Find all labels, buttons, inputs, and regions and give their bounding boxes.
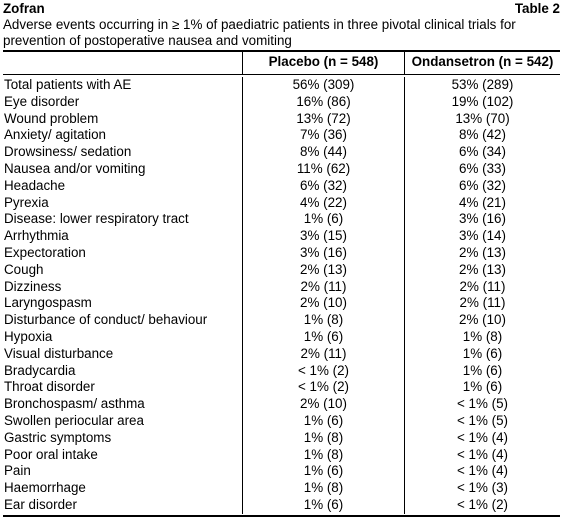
cell-placebo: 2% (11) [242, 346, 404, 363]
table-row [3, 262, 560, 279]
table-row [3, 195, 560, 212]
table-row [3, 228, 560, 245]
cell-ondansetron: < 1% (3) [404, 480, 560, 497]
cell-placebo: < 1% (2) [242, 379, 404, 396]
table-row [3, 178, 560, 195]
table-header-row [3, 52, 560, 75]
cell-event: Total patients with AE [4, 77, 132, 92]
cell-placebo: 8% (44) [242, 144, 404, 161]
table-body [3, 75, 560, 515]
cell-event: Arrhythmia [4, 228, 69, 244]
cell-placebo: 1% (6) [242, 497, 404, 514]
caption-line-1: Adverse events occurring in ≥ 1% of paediatric patients in three pivotal clinical trials for [3, 17, 516, 32]
table-row [3, 396, 560, 413]
cell-placebo: 2% (13) [242, 262, 404, 279]
cell-placebo: 1% (8) [242, 480, 404, 497]
table-row [3, 211, 560, 228]
table-row [3, 447, 560, 464]
table-row [3, 329, 560, 346]
cell-placebo: 1% (8) [242, 430, 404, 447]
cell-placebo: 1% (8) [242, 447, 404, 464]
cell-event: Nausea and/or vomiting [4, 160, 146, 176]
table-row [3, 413, 560, 430]
cell-ondansetron: 1% (6) [404, 379, 560, 396]
cell-event: Wound problem [4, 110, 99, 126]
cell-placebo: 13% (72) [242, 111, 404, 128]
cell-ondansetron: 6% (34) [404, 144, 560, 161]
cell-placebo: 2% (10) [242, 396, 404, 413]
table-row [3, 77, 560, 94]
cell-placebo: 1% (8) [242, 312, 404, 329]
cell-event: Bradycardia [4, 362, 76, 378]
cell-placebo: 1% (6) [242, 463, 404, 480]
cell-event: Haemorrhage [4, 480, 86, 496]
cell-ondansetron: < 1% (4) [404, 447, 560, 464]
drug-name: Zofran [3, 1, 45, 16]
cell-ondansetron: 6% (32) [404, 178, 560, 195]
header-cell-ondansetron: Ondansetron (n = 542) [404, 52, 560, 74]
cell-event: Laryngospasm [4, 295, 92, 311]
table-row [3, 94, 560, 111]
cell-ondansetron: < 1% (5) [404, 396, 560, 413]
cell-ondansetron: 4% (21) [404, 195, 560, 212]
table-row [3, 144, 560, 161]
table-row [3, 363, 560, 380]
cell-event: Headache [4, 177, 66, 193]
table-row [3, 430, 560, 447]
cell-ondansetron: 2% (13) [404, 262, 560, 279]
cell-ondansetron: 8% (42) [404, 127, 560, 144]
cell-placebo: 3% (15) [242, 228, 404, 245]
cell-ondansetron: < 1% (5) [404, 413, 560, 430]
table-row [3, 127, 560, 144]
cell-placebo: 6% (32) [242, 178, 404, 195]
table-row [3, 111, 560, 128]
table-row [3, 346, 560, 363]
cell-event: Dizziness [4, 278, 62, 294]
cell-ondansetron: 2% (13) [404, 245, 560, 262]
cell-ondansetron: 3% (16) [404, 211, 560, 228]
table-caption [3, 17, 560, 49]
cell-event: Gastric symptoms [4, 429, 112, 445]
cell-ondansetron: 53% (289) [404, 77, 560, 94]
table-row [3, 295, 560, 312]
cell-event: Disturbance of conduct/ behaviour [4, 312, 208, 328]
cell-ondansetron: 13% (70) [404, 111, 560, 128]
cell-ondansetron: 2% (11) [404, 279, 560, 296]
cell-placebo: 56% (309) [242, 77, 404, 94]
cell-event: Visual disturbance [4, 345, 114, 361]
header-cell-event [3, 52, 242, 74]
cell-ondansetron: < 1% (4) [404, 430, 560, 447]
cell-ondansetron: 2% (11) [404, 295, 560, 312]
cell-event: Cough [4, 261, 44, 277]
table-row [3, 480, 560, 497]
cell-event: Bronchospasm/ asthma [4, 396, 145, 412]
cell-event: Swollen periocular area [4, 412, 144, 428]
cell-event: Throat disorder [4, 379, 95, 395]
cell-event: Disease: lower respiratory tract [4, 211, 189, 227]
cell-placebo: 11% (62) [242, 161, 404, 178]
cell-event: Poor oral intake [4, 446, 98, 462]
cell-placebo: 1% (6) [242, 329, 404, 346]
cell-ondansetron: 1% (8) [404, 329, 560, 346]
cell-placebo: 16% (86) [242, 94, 404, 111]
cell-event: Drowsiness/ sedation [4, 144, 132, 160]
table-label: Table 2 [514, 1, 560, 16]
cell-placebo: 7% (36) [242, 127, 404, 144]
cell-ondansetron: 2% (10) [404, 312, 560, 329]
cell-placebo: 1% (6) [242, 413, 404, 430]
table-row [3, 379, 560, 396]
table-row [3, 312, 560, 329]
cell-placebo: 4% (22) [242, 195, 404, 212]
cell-ondansetron: 3% (14) [404, 228, 560, 245]
cell-placebo: < 1% (2) [242, 363, 404, 380]
table-row [3, 497, 560, 514]
cell-ondansetron: 6% (33) [404, 161, 560, 178]
caption-line-2: prevention of postoperative nausea and vomiting [3, 33, 292, 48]
header-cell-placebo: Placebo (n = 548) [242, 52, 404, 74]
cell-placebo: 2% (10) [242, 295, 404, 312]
cell-event: Anxiety/ agitation [4, 127, 106, 143]
table-row [3, 279, 560, 296]
table-row [3, 161, 560, 178]
cell-event: Expectoration [4, 244, 86, 260]
cell-event: Pain [4, 463, 31, 479]
table-row [3, 463, 560, 480]
cell-event: Pyrexia [4, 194, 49, 210]
cell-event: Hypoxia [4, 328, 53, 344]
cell-event: Ear disorder [4, 496, 77, 512]
cell-ondansetron: < 1% (2) [404, 497, 560, 514]
cell-ondansetron: < 1% (4) [404, 463, 560, 480]
cell-placebo: 3% (16) [242, 245, 404, 262]
cell-placebo: 1% (6) [242, 211, 404, 228]
cell-ondansetron: 1% (6) [404, 346, 560, 363]
table-row [3, 245, 560, 262]
document-header [3, 0, 560, 17]
cell-placebo: 2% (11) [242, 279, 404, 296]
adverse-events-table [3, 50, 560, 517]
cell-event: Eye disorder [4, 93, 80, 109]
cell-ondansetron: 19% (102) [404, 94, 560, 111]
cell-ondansetron: 1% (6) [404, 363, 560, 380]
